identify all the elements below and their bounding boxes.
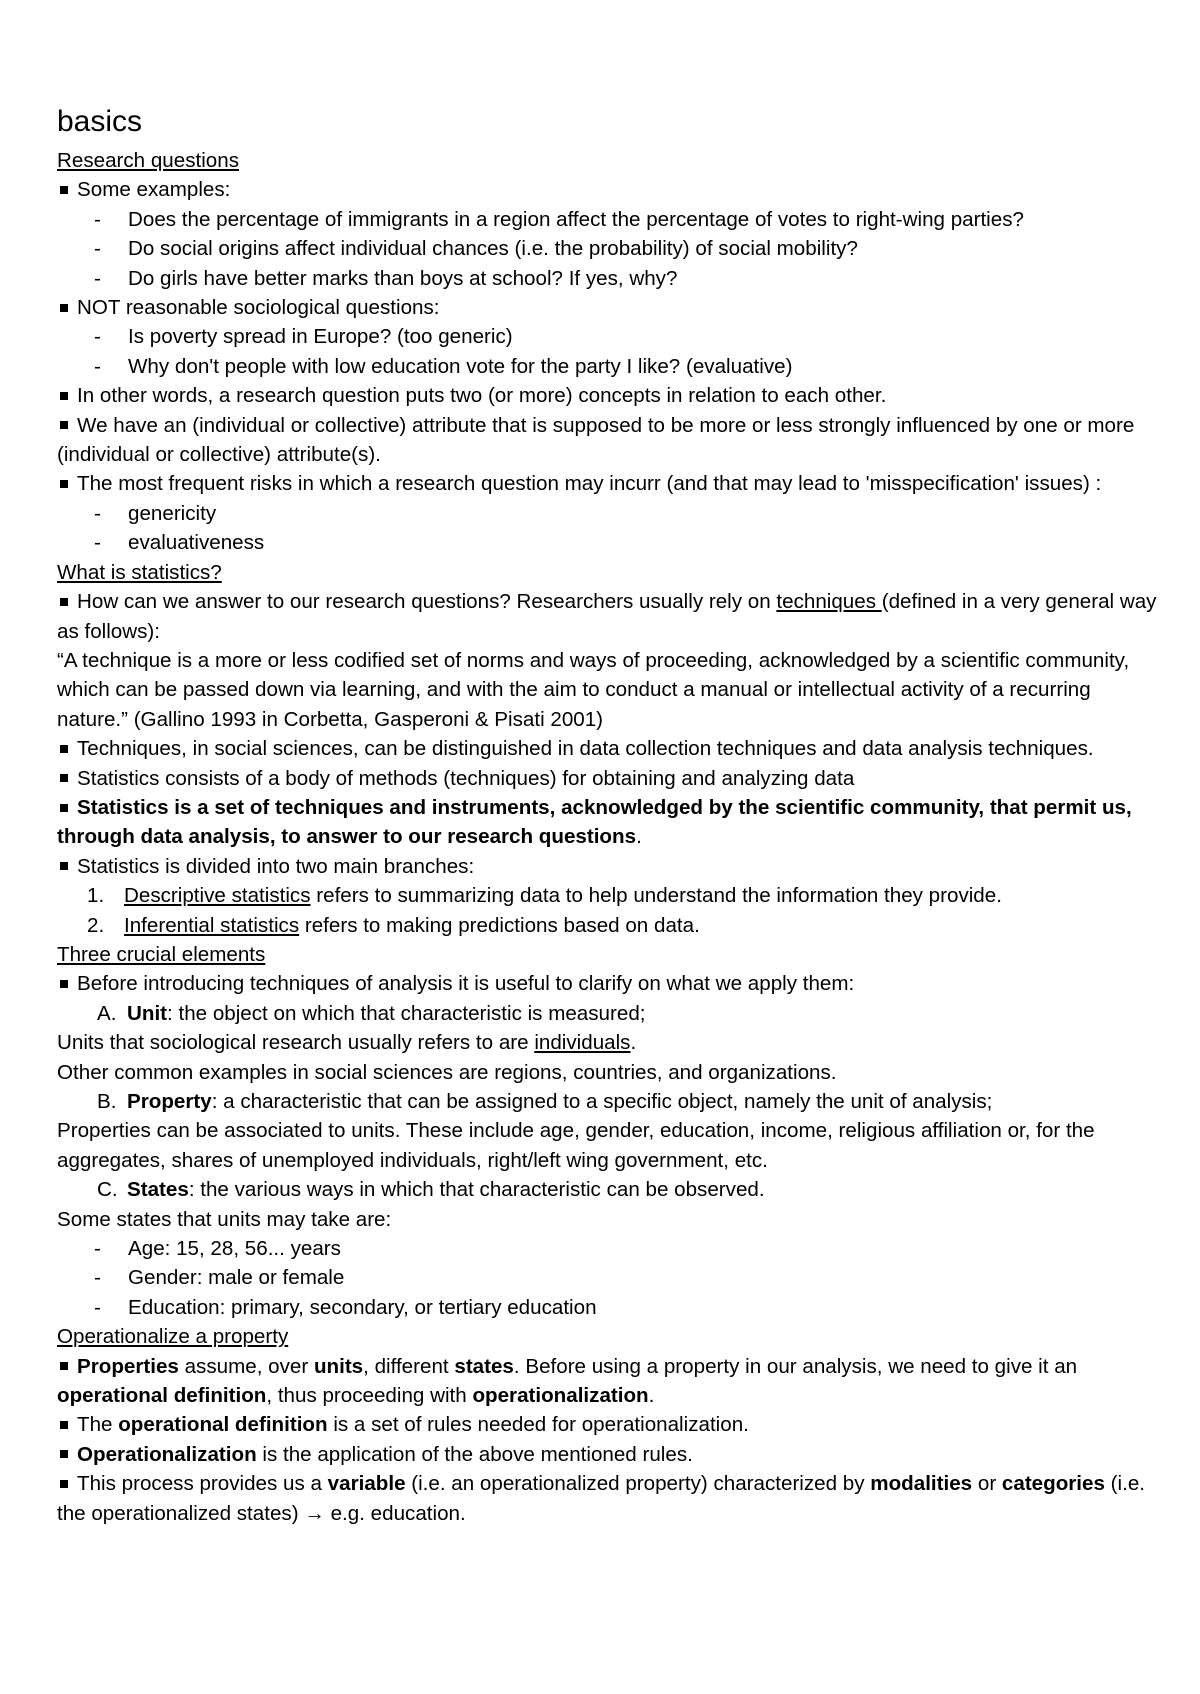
square-bullet-icon xyxy=(60,774,68,782)
square-bullet-icon xyxy=(60,980,68,988)
dash-item: - evaluativeness xyxy=(94,531,265,555)
bullet-item: We have an (individual or collective) attribute that is supposed to be more or less strongly influenced by one or more (individual or collective) attribute(s). xyxy=(57,413,1135,467)
document-title: basics xyxy=(57,105,143,138)
bullet-item: Before introducing techniques of analysis it is useful to clarify on what we apply them: xyxy=(57,969,1157,998)
dash-item: - Is poverty spread in Europe? (too generic) xyxy=(94,325,513,349)
bullet-item: NOT reasonable sociological questions: xyxy=(57,293,1157,322)
square-bullet-icon xyxy=(60,480,68,488)
square-bullet-icon xyxy=(60,1480,68,1488)
document-page xyxy=(57,104,1157,1528)
bullet-item: Techniques, in social sciences, can be distinguished in data collection techniques and data analysis techniques. xyxy=(57,734,1157,763)
bullet-item: In other words, a research question puts two (or more) concepts in relation to each other. xyxy=(57,381,1157,410)
dash-item: - Do girls have better marks than boys at school? If yes, why? xyxy=(94,266,678,290)
bullet-item: Operationalization is the application of the above mentioned rules. xyxy=(57,1440,1157,1469)
square-bullet-icon xyxy=(60,804,68,812)
bullet-item: Properties assume, over units, different states. Before using a property in our analysis, we need to give it an operational definition, thus proceeding with operationalization. xyxy=(57,1354,1078,1408)
square-bullet-icon xyxy=(60,598,68,606)
square-bullet-icon xyxy=(60,421,68,429)
square-bullet-icon xyxy=(60,392,68,400)
bullet-item: This process provides us a variable (i.e. an operationalized property) characterized by modalities or categories (i.e. the operationalized states) → e.g. education. xyxy=(57,1472,1145,1525)
section-heading-three-crucial-elements: Three crucial elements xyxy=(57,942,266,966)
bullet-item: The operational definition is a set of rules needed for operationalization. xyxy=(57,1410,1157,1439)
square-bullet-icon xyxy=(60,304,68,312)
dash-item: - Why don't people with low education vote for the party I like? (evaluative) xyxy=(94,354,793,378)
square-bullet-icon xyxy=(60,1421,68,1429)
bullet-item: Statistics is a set of techniques and instruments, acknowledged by the scientific community, that permit us, through data analysis, to answer to our research questions. xyxy=(57,795,1132,849)
section-heading-research-questions: Research questions xyxy=(57,149,240,172)
text-paragraph: Properties can be associated to units. These include age, gender, education, income, religious affiliation or, for the aggregates, shares of unemployed individuals, right/left wing government, etc. xyxy=(57,1119,1095,1172)
text-line: Other common examples in social sciences are regions, countries, and organizations. xyxy=(57,1060,837,1084)
dash-item: - Gender: male or female xyxy=(94,1266,345,1290)
bullet-item: Some examples: xyxy=(57,175,1157,204)
quote-paragraph: “A technique is a more or less codified set of norms and ways of proceeding, acknowledged by a scientific community, which can be passed down via learning, and with the aim to conduct a manual or intellectual activity of a recurring nature.” (Gallino 1993 in Corbetta, Gasperoni & Pisati 2001) xyxy=(57,648,1130,731)
square-bullet-icon xyxy=(60,186,68,194)
lettered-item: B. Property: a characteristic that can be assigned to a specific object, namely the unit of analysis; xyxy=(97,1090,993,1113)
bullet-item: How can we answer to our research questions? Researchers usually rely on techniques (defined in a very general way as follows): xyxy=(57,590,1157,643)
section-heading-operationalize: Operationalize a property xyxy=(57,1325,289,1349)
text-line: Some states that units may take are: xyxy=(57,1207,392,1231)
numbered-item: 1. Descriptive statistics refers to summarizing data to help understand the information they provide. xyxy=(87,884,1002,908)
bullet-item: Statistics consists of a body of methods (techniques) for obtaining and analyzing data xyxy=(57,764,1157,793)
underlined-term: techniques xyxy=(776,590,882,614)
dash-item: - Education: primary, secondary, or tertiary education xyxy=(94,1295,597,1319)
lettered-item: A. Unit: the object on which that characteristic is measured; xyxy=(97,1001,646,1025)
dash-item: - Does the percentage of immigrants in a region affect the percentage of votes to right-wing parties? xyxy=(94,207,1024,231)
square-bullet-icon xyxy=(60,1450,68,1458)
text-line: Units that sociological research usually refers to are individuals. xyxy=(57,1031,637,1055)
lettered-item: C. States: the various ways in which that characteristic can be observed. xyxy=(97,1178,765,1202)
section-heading-what-is-statistics: What is statistics? xyxy=(57,560,222,584)
dash-item: - genericity xyxy=(94,501,217,525)
numbered-item: 2. Inferential statistics refers to making predictions based on data. xyxy=(87,913,700,937)
dash-item: - Age: 15, 28, 56... years xyxy=(94,1237,341,1261)
square-bullet-icon xyxy=(60,1362,68,1370)
dash-item: - Do social origins affect individual chances (i.e. the probability) of social mobility? xyxy=(94,237,858,261)
bullet-item: The most frequent risks in which a research question may incurr (and that may lead to 'misspecification' issues) : xyxy=(57,469,1157,498)
square-bullet-icon xyxy=(60,862,68,870)
bullet-item: Statistics is divided into two main branches: xyxy=(57,852,1157,881)
square-bullet-icon xyxy=(60,745,68,753)
